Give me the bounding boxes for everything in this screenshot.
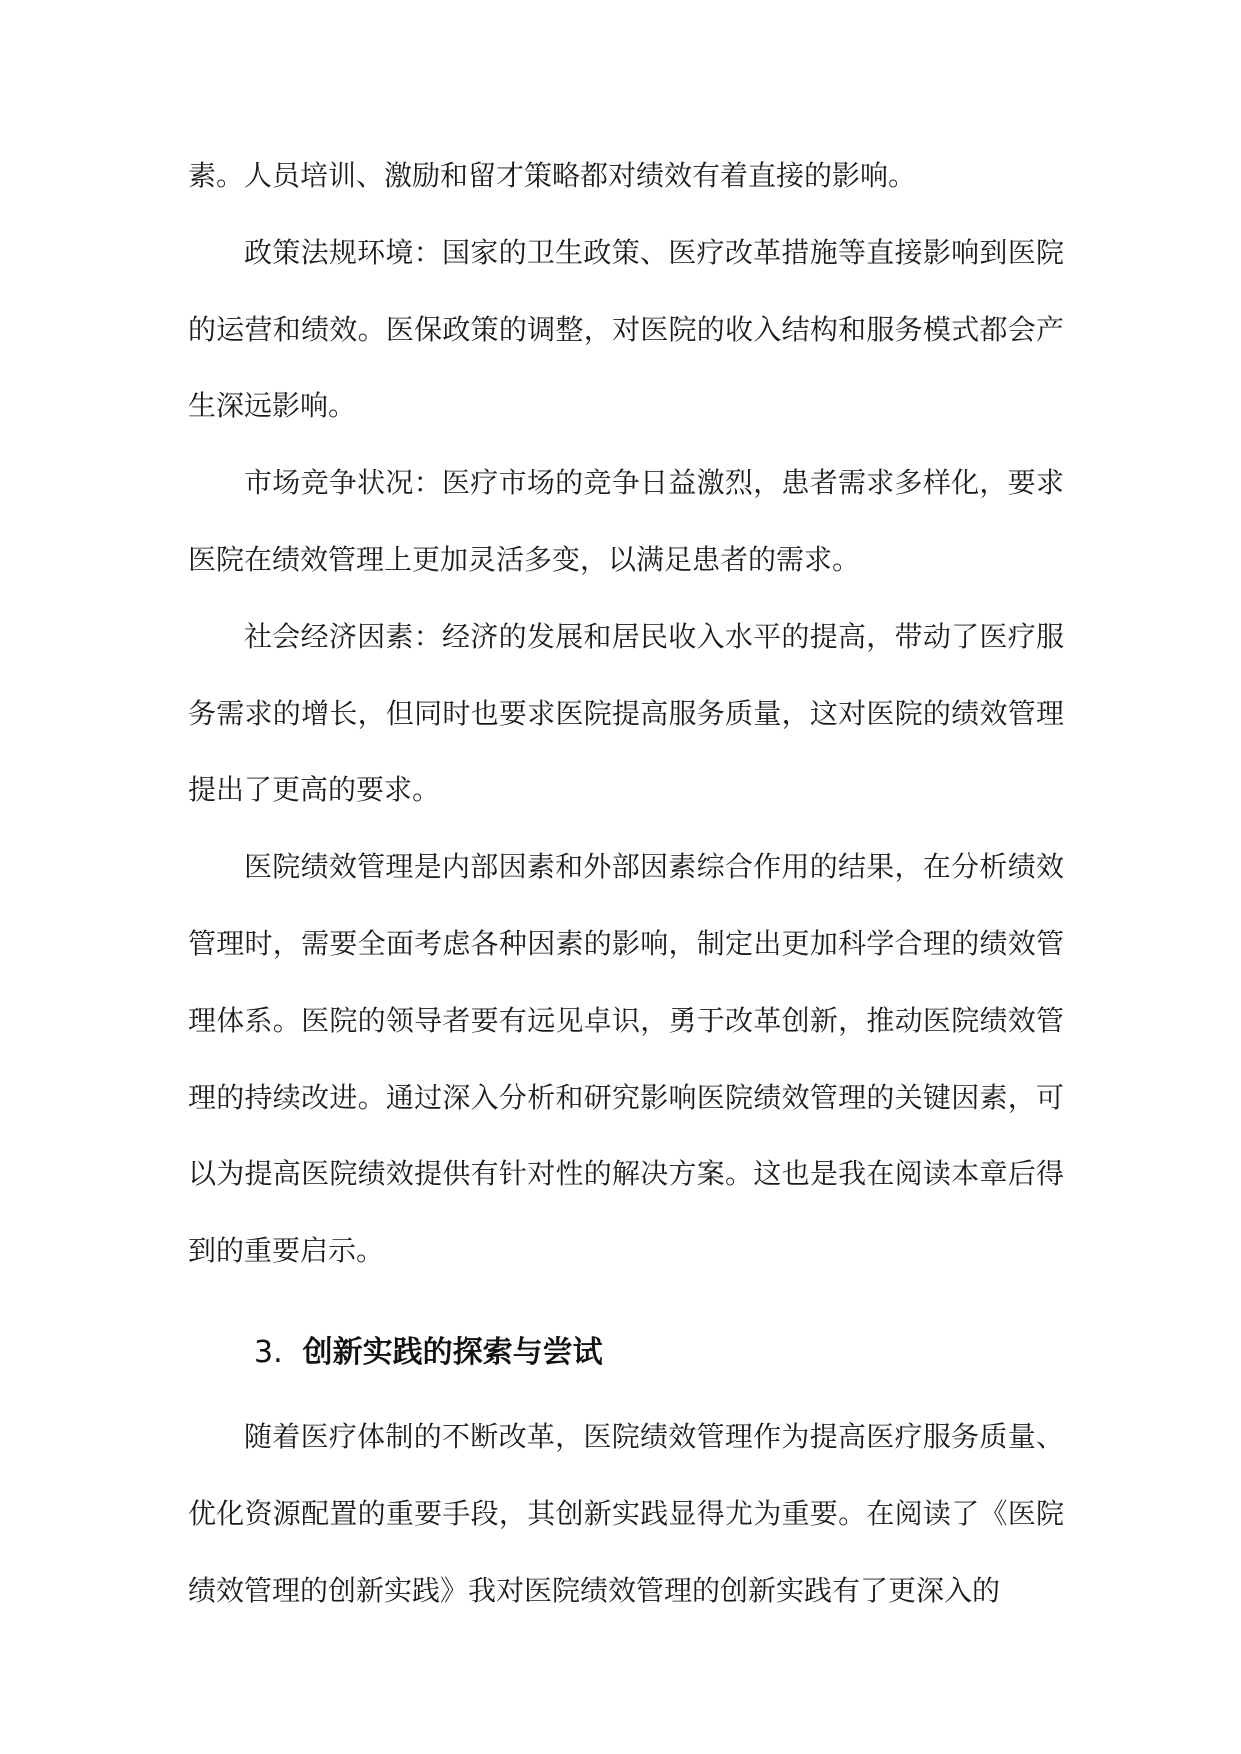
paragraph-market-competition: 市场竞争状况：医疗市场的竞争日益激烈，患者需求多样化，要求医院在绩效管理上更加灵活多变，以满足患者的需求。	[188, 466, 1064, 576]
paragraph-section-intro: 随着医疗体制的不断改革，医院绩效管理作为提高医疗服务质量、优化资源配置的重要手段，其创新实践显得尤为重要。在阅读了《医院绩效管理的创新实践》我对医院绩效管理的创新实践有了更深入的	[188, 1419, 1064, 1607]
section-heading	[188, 1325, 1064, 1381]
section-title: 创新实践的探索与尝试	[302, 1334, 603, 1370]
paragraph-policy-environment: 政策法规环境：国家的卫生政策、医疗改革措施等直接影响到医院的运营和绩效。医保政策的调整，对医院的收入结构和服务模式都会产生深远影响。	[188, 235, 1064, 423]
paragraph-continuation: 素。人员培训、激励和留才策略都对绩效有着直接的影响。	[188, 159, 917, 192]
section-number: 3.	[254, 1334, 283, 1370]
paragraph-summary: 医院绩效管理是内部因素和外部因素综合作用的结果，在分析绩效管理时，需要全面考虑各种因素的影响，制定出更加科学合理的绩效管理体系。医院的领导者要有远见卓识，勇于改革创新，推动医院绩效管理的持续改进。通过深入分析和研究影响医院绩效管理的关键因素，可以为提高医院绩效提供有针对性的解决方案。这也是我在阅读本章后得到的重要启示。	[188, 850, 1064, 1268]
paragraph-socioeconomic-factors: 社会经济因素：经济的发展和居民收入水平的提高，带动了医疗服务需求的增长，但同时也要求医院提高服务质量，这对医院的绩效管理提出了更高的要求。	[188, 619, 1064, 807]
document-body	[188, 138, 1064, 1629]
